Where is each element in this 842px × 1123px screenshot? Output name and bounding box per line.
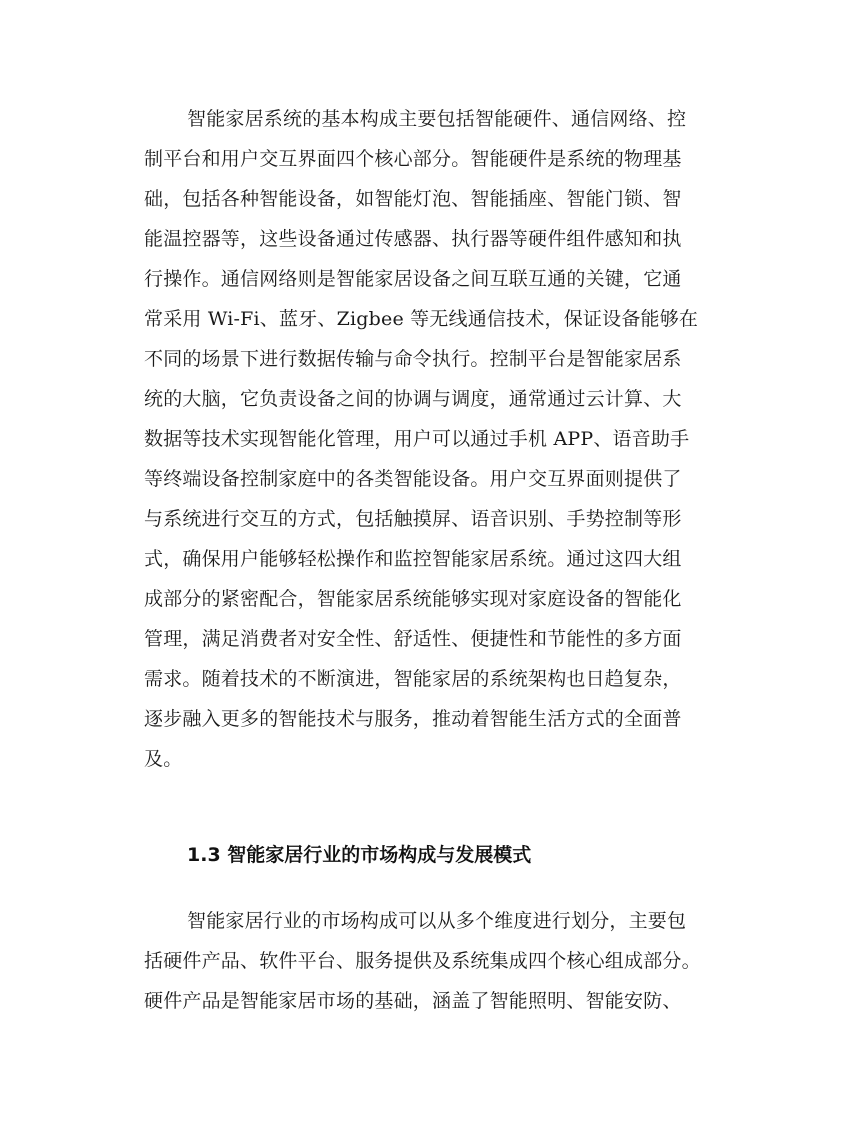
paragraph-line: 础，包括各种智能设备，如智能灯泡、智能插座、智能门锁、智 xyxy=(144,188,682,210)
paragraph-line: 制平台和用户交互界面四个核心部分。智能硬件是系统的物理基 xyxy=(144,148,682,170)
section-heading: 1.3 智能家居行业的市场构成与发展模式 xyxy=(187,844,532,866)
paragraph-line: 成部分的紧密配合，智能家居系统能够实现对家庭设备的智能化 xyxy=(144,588,682,610)
paragraph-line: 管理，满足消费者对安全性、舒适性、便捷性和节能性的多方面 xyxy=(144,628,682,650)
paragraph-line: 式，确保用户能够轻松操作和监控智能家居系统。通过这四大组 xyxy=(144,548,682,570)
paragraph-line: 常采用 Wi-Fi、蓝牙、Zigbee 等无线通信技术，保证设备能够在 xyxy=(144,308,699,330)
paragraph-line: 与系统进行交互的方式，包括触摸屏、语音识别、手势控制等形 xyxy=(144,508,682,530)
paragraph-line: 不同的场景下进行数据传输与命令执行。控制平台是智能家居系 xyxy=(144,348,682,370)
paragraph-line: 括硬件产品、软件平台、服务提供及系统集成四个核心组成部分。 xyxy=(144,950,701,972)
paragraph-line: 智能家居系统的基本构成主要包括智能硬件、通信网络、控 xyxy=(187,108,687,130)
paragraph-line: 数据等技术实现智能化管理，用户可以通过手机 APP、语音助手 xyxy=(144,428,690,450)
paragraph-line: 行操作。通信网络则是智能家居设备之间互联互通的关键，它通 xyxy=(144,268,682,290)
paragraph-line: 硬件产品是智能家居市场的基础，涵盖了智能照明、智能安防、 xyxy=(144,990,682,1012)
paragraph-line: 逐步融入更多的智能技术与服务，推动着智能生活方式的全面普 xyxy=(144,708,682,730)
paragraph-line: 统的大脑，它负责设备之间的协调与调度，通常通过云计算、大 xyxy=(144,388,682,410)
paragraph-line: 智能家居行业的市场构成可以从多个维度进行划分，主要包 xyxy=(187,910,687,932)
paragraph-line: 需求。随着技术的不断演进，智能家居的系统架构也日趋复杂， xyxy=(144,668,682,690)
paragraph-line: 及。 xyxy=(144,748,183,770)
paragraph-line: 能温控器等，这些设备通过传感器、执行器等硬件组件感知和执 xyxy=(144,228,682,250)
paragraph-line: 等终端设备控制家庭中的各类智能设备。用户交互界面则提供了 xyxy=(144,468,682,490)
